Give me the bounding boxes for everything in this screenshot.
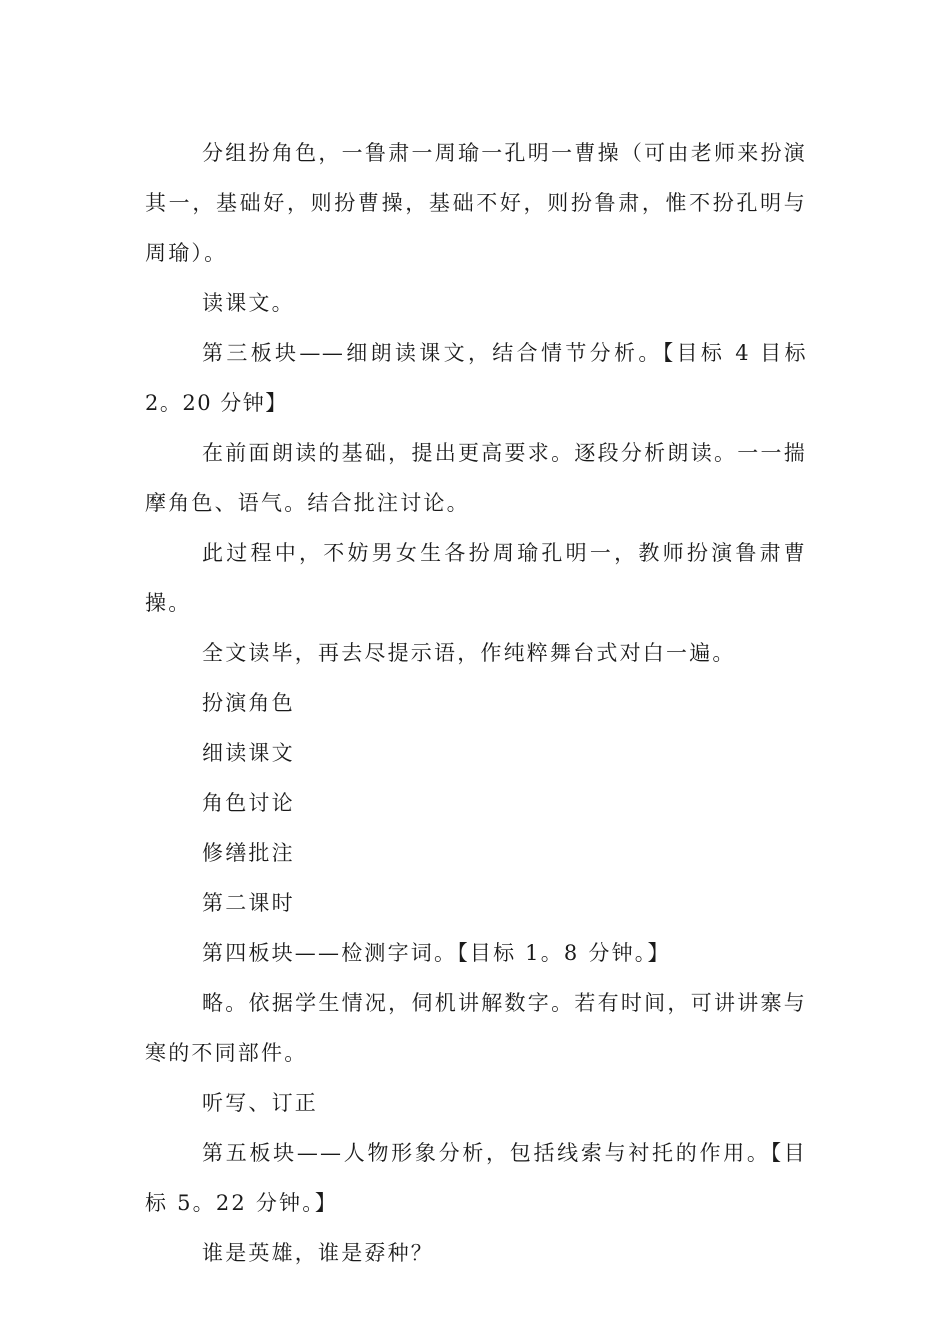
paragraph-second-lesson: 第二课时 — [202, 891, 295, 915]
paragraph-full-read: 全文读毕，再去尽提示语，作纯粹舞台式对白一遍。 — [202, 641, 736, 665]
list-item-close-reading: 细读课文 — [202, 741, 295, 765]
paragraph-process: 此过程中，不妨男女生各扮周瑜孔明一，教师扮演鲁肃曹操。 — [145, 541, 807, 615]
list-item-revise-notes: 修缮批注 — [202, 841, 295, 865]
paragraph-section-five: 第五板块——人物形象分析，包括线索与衬托的作用。【目标 5。22 分钟。】 — [145, 1141, 807, 1215]
paragraph-question: 谁是英雄，谁是孬种？ — [202, 1241, 434, 1265]
document-body — [145, 128, 807, 1278]
paragraph-dictation: 听写、订正 — [202, 1091, 318, 1115]
paragraph-reading-analysis: 在前面朗读的基础，提出更高要求。逐段分析朗读。一一揣摩角色、语气。结合批注讨论。 — [145, 441, 807, 515]
paragraph-word-check: 略。依据学生情况，伺机讲解数字。若有时间，可讲讲寨与寒的不同部件。 — [145, 991, 807, 1065]
paragraph-read-text: 读课文。 — [202, 291, 295, 315]
paragraph-section-four: 第四板块——检测字词。【目标 1。8 分钟。】 — [202, 941, 671, 965]
paragraph-section-three: 第三板块——细朗读课文，结合情节分析。【目标 4 目标 2。20 分钟】 — [145, 341, 807, 415]
list-item-play-role: 扮演角色 — [202, 691, 295, 715]
list-item-role-discussion: 角色讨论 — [202, 791, 295, 815]
paragraph-role-play: 分组扮角色，一鲁肃一周瑜一孔明一曹操（可由老师来扮演其一，基础好，则扮曹操，基础不好，则扮鲁肃，惟不扮孔明与周瑜）。 — [145, 141, 807, 265]
